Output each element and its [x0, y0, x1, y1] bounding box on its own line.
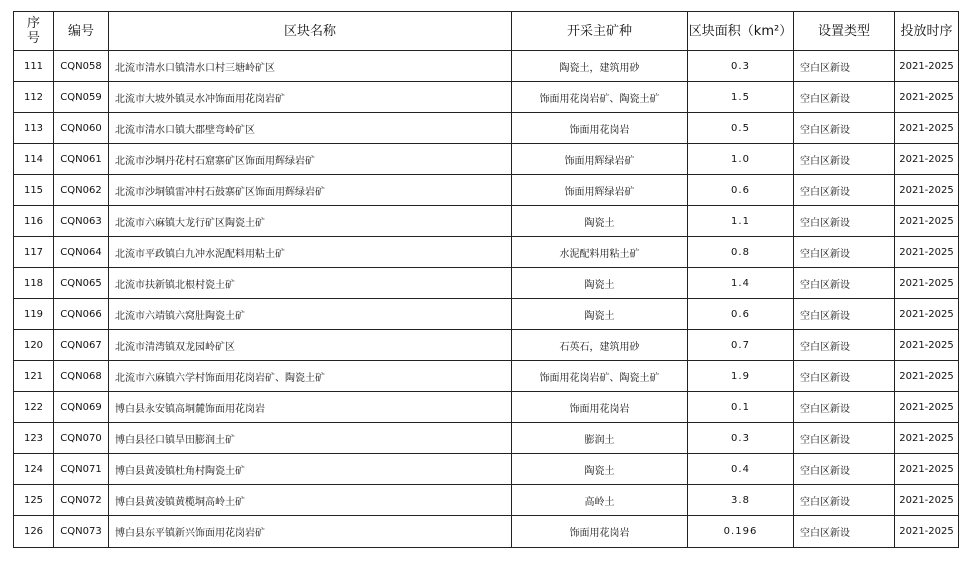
table-row [14, 299, 959, 330]
cell-setup-type: 空白区新设 [794, 454, 895, 485]
table-body [14, 51, 959, 548]
table-row [14, 51, 959, 82]
cell-release-period: 2021-2025 [895, 206, 959, 237]
cell-block-area: 3.8 [688, 485, 794, 516]
cell-main-mineral: 饰面用花岗岩 [512, 113, 688, 144]
cell-main-mineral: 饰面用花岗岩矿、陶瓷土矿 [512, 361, 688, 392]
header-seq-line1: 序 [26, 16, 40, 31]
cell-setup-type: 空白区新设 [794, 144, 895, 175]
cell-block-area: 0.1 [688, 392, 794, 423]
cell-block-name: 博白县黄凌镇杜角村陶瓷土矿 [109, 454, 512, 485]
table-row [14, 144, 959, 175]
cell-block-name: 北流市扶新镇北根村瓷土矿 [109, 268, 512, 299]
cell-release-period: 2021-2025 [895, 454, 959, 485]
cell-seq: 125 [14, 485, 54, 516]
cell-block-area: 0.7 [688, 330, 794, 361]
table-row [14, 82, 959, 113]
cell-code: CQN072 [54, 485, 109, 516]
cell-seq: 116 [14, 206, 54, 237]
table-row [14, 113, 959, 144]
cell-main-mineral: 饰面用辉绿岩矿 [512, 175, 688, 206]
cell-seq: 126 [14, 516, 54, 548]
cell-seq: 113 [14, 113, 54, 144]
cell-block-area: 1.9 [688, 361, 794, 392]
cell-block-area: 0.6 [688, 299, 794, 330]
cell-code: CQN062 [54, 175, 109, 206]
cell-setup-type: 空白区新设 [794, 392, 895, 423]
cell-block-name: 北流市沙垌镇雷冲村石鼓寨矿区饰面用辉绿岩矿 [109, 175, 512, 206]
cell-release-period: 2021-2025 [895, 392, 959, 423]
cell-code: CQN068 [54, 361, 109, 392]
cell-main-mineral: 饰面用花岗岩矿、陶瓷土矿 [512, 82, 688, 113]
table-row [14, 392, 959, 423]
cell-release-period: 2021-2025 [895, 82, 959, 113]
cell-seq: 122 [14, 392, 54, 423]
cell-block-area: 0.196 [688, 516, 794, 548]
header-code: 编号 [54, 12, 109, 51]
table-row [14, 175, 959, 206]
cell-block-name: 北流市清水口镇大郡壁弯岭矿区 [109, 113, 512, 144]
cell-block-area: 1.0 [688, 144, 794, 175]
table-row [14, 206, 959, 237]
cell-code: CQN066 [54, 299, 109, 330]
cell-setup-type: 空白区新设 [794, 268, 895, 299]
cell-block-name: 博白县径口镇旱田膨润土矿 [109, 423, 512, 454]
cell-release-period: 2021-2025 [895, 361, 959, 392]
cell-code: CQN073 [54, 516, 109, 548]
cell-block-name: 北流市六靖镇六窝肚陶瓷土矿 [109, 299, 512, 330]
cell-setup-type: 空白区新设 [794, 330, 895, 361]
cell-release-period: 2021-2025 [895, 144, 959, 175]
cell-release-period: 2021-2025 [895, 113, 959, 144]
cell-main-mineral: 饰面用辉绿岩矿 [512, 144, 688, 175]
cell-main-mineral: 陶瓷土 [512, 454, 688, 485]
cell-main-mineral: 陶瓷土 [512, 268, 688, 299]
cell-seq: 114 [14, 144, 54, 175]
cell-block-name: 北流市六麻镇六学村饰面用花岗岩矿、陶瓷土矿 [109, 361, 512, 392]
cell-block-name: 博白县东平镇新兴饰面用花岗岩矿 [109, 516, 512, 548]
cell-block-name: 博白县黄凌镇黄榄垌高岭土矿 [109, 485, 512, 516]
cell-main-mineral: 陶瓷土，建筑用砂 [512, 51, 688, 82]
cell-block-name: 北流市平政镇白九冲水泥配料用粘土矿 [109, 237, 512, 268]
cell-seq: 121 [14, 361, 54, 392]
table-row [14, 330, 959, 361]
cell-code: CQN069 [54, 392, 109, 423]
table-row [14, 361, 959, 392]
cell-block-area: 0.8 [688, 237, 794, 268]
cell-main-mineral: 水泥配料用粘土矿 [512, 237, 688, 268]
cell-seq: 111 [14, 51, 54, 82]
cell-setup-type: 空白区新设 [794, 361, 895, 392]
cell-setup-type: 空白区新设 [794, 485, 895, 516]
cell-code: CQN059 [54, 82, 109, 113]
table-header-row [14, 12, 959, 51]
cell-block-area: 1.1 [688, 206, 794, 237]
cell-block-name: 北流市大坡外镇灵水冲饰面用花岗岩矿 [109, 82, 512, 113]
cell-block-name: 北流市沙垌丹花村石窟寨矿区饰面用辉绿岩矿 [109, 144, 512, 175]
cell-setup-type: 空白区新设 [794, 175, 895, 206]
cell-setup-type: 空白区新设 [794, 51, 895, 82]
cell-code: CQN064 [54, 237, 109, 268]
cell-seq: 124 [14, 454, 54, 485]
cell-block-name: 北流市六麻镇大龙行矿区陶瓷土矿 [109, 206, 512, 237]
cell-setup-type: 空白区新设 [794, 113, 895, 144]
table-row [14, 485, 959, 516]
header-main-mineral: 开采主矿种 [512, 12, 688, 51]
cell-seq: 120 [14, 330, 54, 361]
cell-setup-type: 空白区新设 [794, 299, 895, 330]
cell-seq: 118 [14, 268, 54, 299]
cell-seq: 115 [14, 175, 54, 206]
cell-release-period: 2021-2025 [895, 237, 959, 268]
cell-block-area: 1.5 [688, 82, 794, 113]
cell-setup-type: 空白区新设 [794, 206, 895, 237]
cell-code: CQN070 [54, 423, 109, 454]
cell-code: CQN063 [54, 206, 109, 237]
table-row [14, 268, 959, 299]
cell-code: CQN058 [54, 51, 109, 82]
cell-main-mineral: 高岭土 [512, 485, 688, 516]
cell-block-area: 0.5 [688, 113, 794, 144]
cell-block-area: 0.4 [688, 454, 794, 485]
cell-seq: 119 [14, 299, 54, 330]
table-row [14, 454, 959, 485]
header-block-area: 区块面积（km²） [688, 12, 794, 51]
table-row [14, 237, 959, 268]
header-release-period: 投放时序 [895, 12, 959, 51]
cell-main-mineral: 饰面用花岗岩 [512, 392, 688, 423]
cell-setup-type: 空白区新设 [794, 516, 895, 548]
cell-code: CQN061 [54, 144, 109, 175]
cell-release-period: 2021-2025 [895, 423, 959, 454]
cell-release-period: 2021-2025 [895, 51, 959, 82]
cell-main-mineral: 膨润土 [512, 423, 688, 454]
cell-release-period: 2021-2025 [895, 516, 959, 548]
cell-setup-type: 空白区新设 [794, 82, 895, 113]
table-row [14, 516, 959, 548]
cell-block-name: 北流市清湾镇双龙园岭矿区 [109, 330, 512, 361]
cell-code: CQN060 [54, 113, 109, 144]
cell-release-period: 2021-2025 [895, 175, 959, 206]
header-seq [14, 12, 54, 51]
cell-release-period: 2021-2025 [895, 299, 959, 330]
cell-seq: 123 [14, 423, 54, 454]
cell-release-period: 2021-2025 [895, 330, 959, 361]
cell-code: CQN065 [54, 268, 109, 299]
header-block-name: 区块名称 [109, 12, 512, 51]
header-setup-type: 设置类型 [794, 12, 895, 51]
header-seq-line2: 号 [26, 31, 40, 46]
cell-setup-type: 空白区新设 [794, 423, 895, 454]
cell-code: CQN067 [54, 330, 109, 361]
cell-release-period: 2021-2025 [895, 268, 959, 299]
cell-main-mineral: 石英石，建筑用砂 [512, 330, 688, 361]
cell-block-area: 0.6 [688, 175, 794, 206]
cell-main-mineral: 陶瓷土 [512, 206, 688, 237]
cell-main-mineral: 陶瓷土 [512, 299, 688, 330]
cell-block-name: 北流市清水口镇清水口村三塘岭矿区 [109, 51, 512, 82]
cell-code: CQN071 [54, 454, 109, 485]
cell-block-name: 博白县永安镇高垌麓饰面用花岗岩 [109, 392, 512, 423]
cell-block-area: 1.4 [688, 268, 794, 299]
table-row [14, 423, 959, 454]
mining-block-table [13, 11, 959, 548]
cell-seq: 117 [14, 237, 54, 268]
cell-block-area: 0.3 [688, 423, 794, 454]
cell-main-mineral: 饰面用花岗岩 [512, 516, 688, 548]
cell-setup-type: 空白区新设 [794, 237, 895, 268]
cell-seq: 112 [14, 82, 54, 113]
cell-release-period: 2021-2025 [895, 485, 959, 516]
cell-block-area: 0.3 [688, 51, 794, 82]
